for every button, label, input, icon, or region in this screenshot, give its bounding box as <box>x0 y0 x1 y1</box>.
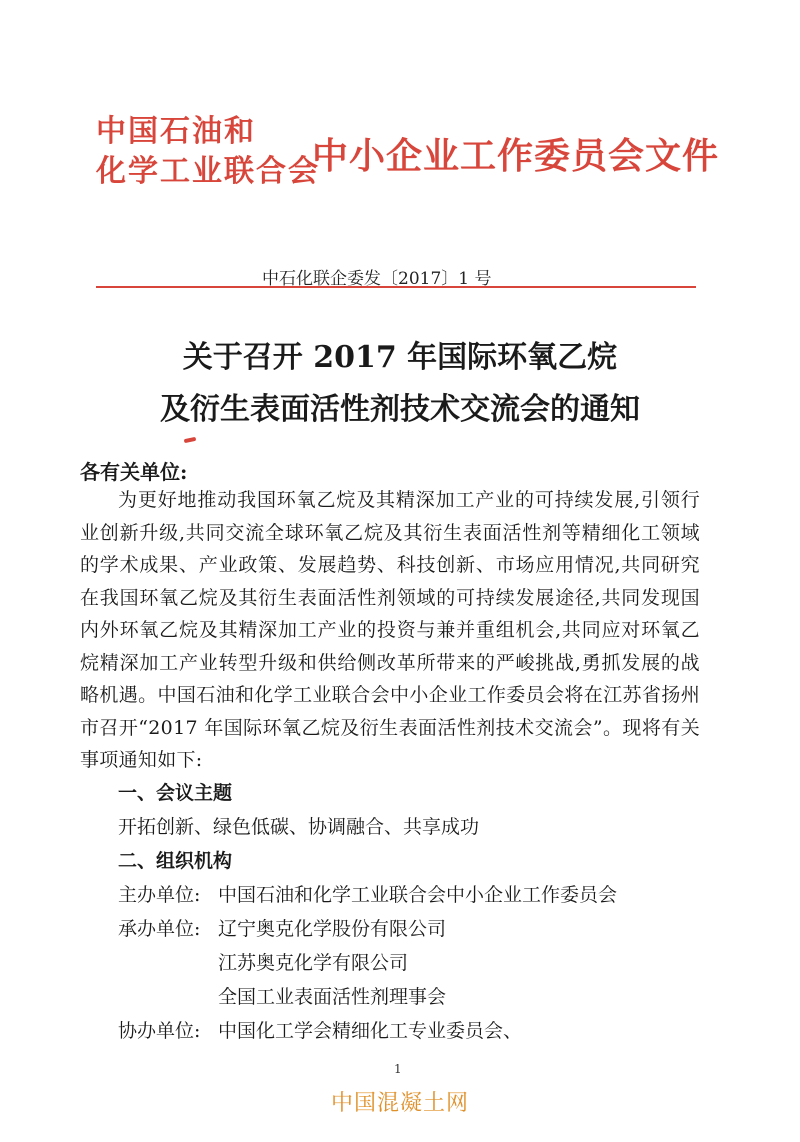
co-organizer-value: 中国化工学会精细化工专业委员会、 <box>218 1020 523 1042</box>
document-title-line1: 关于召开 2017 年国际环氧乙烷 <box>182 340 618 375</box>
letterhead-document-type: 中小企业工作委员会文件 <box>312 135 720 177</box>
document-number: 中石化联企委发〔2017〕1 号 <box>262 269 492 289</box>
organizer-value-3: 全国工业表面活性剂理事会 <box>218 986 447 1008</box>
section-heading-organization: 二、组织机构 <box>118 850 233 872</box>
addressee: 各有关单位: <box>80 460 188 484</box>
letterhead-org-line2: 化学工业联合会 <box>96 154 320 189</box>
document-title-line2: 及衍生表面活性剂技术交流会的通知 <box>160 392 640 427</box>
red-ink-mark <box>184 437 197 443</box>
organizer-value-1: 辽宁奥克化学股份有限公司 <box>218 918 447 940</box>
section-heading-theme: 一、会议主题 <box>118 782 233 804</box>
site-watermark: 中国混凝土网 <box>330 1091 469 1116</box>
organizer-label: 承办单位: <box>118 918 201 940</box>
letterhead-org-line1: 中国石油和 <box>96 114 256 149</box>
body-paragraph: 为更好地推动我国环氧乙烷及其精深加工产业的可持续发展,引领行业创新升级,共同交流全球环氧乙烷及其衍生表面活性剂等精细化工领域的学术成果、产业政策、发展趋势、科技创新、市场应用情况,共同研究在我国环氧乙烷及其衍生表面活性剂领域的可持续发展途径,共同发现国内外环氧乙烷及其精深加工产业的投资与兼并重组机会,共同应对环氧乙烷精深加工产业转型升级和供给侧改革所带来的严峻挑战,勇抓发展的战略机遇。中国石油和化学工业联合会中小企业工作委员会将在江苏省扬州市召开“2017 年国际环氧乙烷及衍生表面活性剂技术交流会”。现将有关事项通知如下: <box>80 489 700 771</box>
host-label: 主办单位: <box>118 884 201 906</box>
co-organizer-label: 协办单位: <box>118 1020 201 1042</box>
red-divider-line <box>96 286 696 288</box>
page-number: 1 <box>394 1062 402 1076</box>
section-text-theme: 开拓创新、绿色低碳、协调融合、共享成功 <box>118 816 480 838</box>
organizer-value-2: 江苏奥克化学有限公司 <box>218 952 409 974</box>
letterhead-organization <box>96 112 320 192</box>
host-value: 中国石油和化学工业联合会中小企业工作委员会 <box>218 884 618 906</box>
